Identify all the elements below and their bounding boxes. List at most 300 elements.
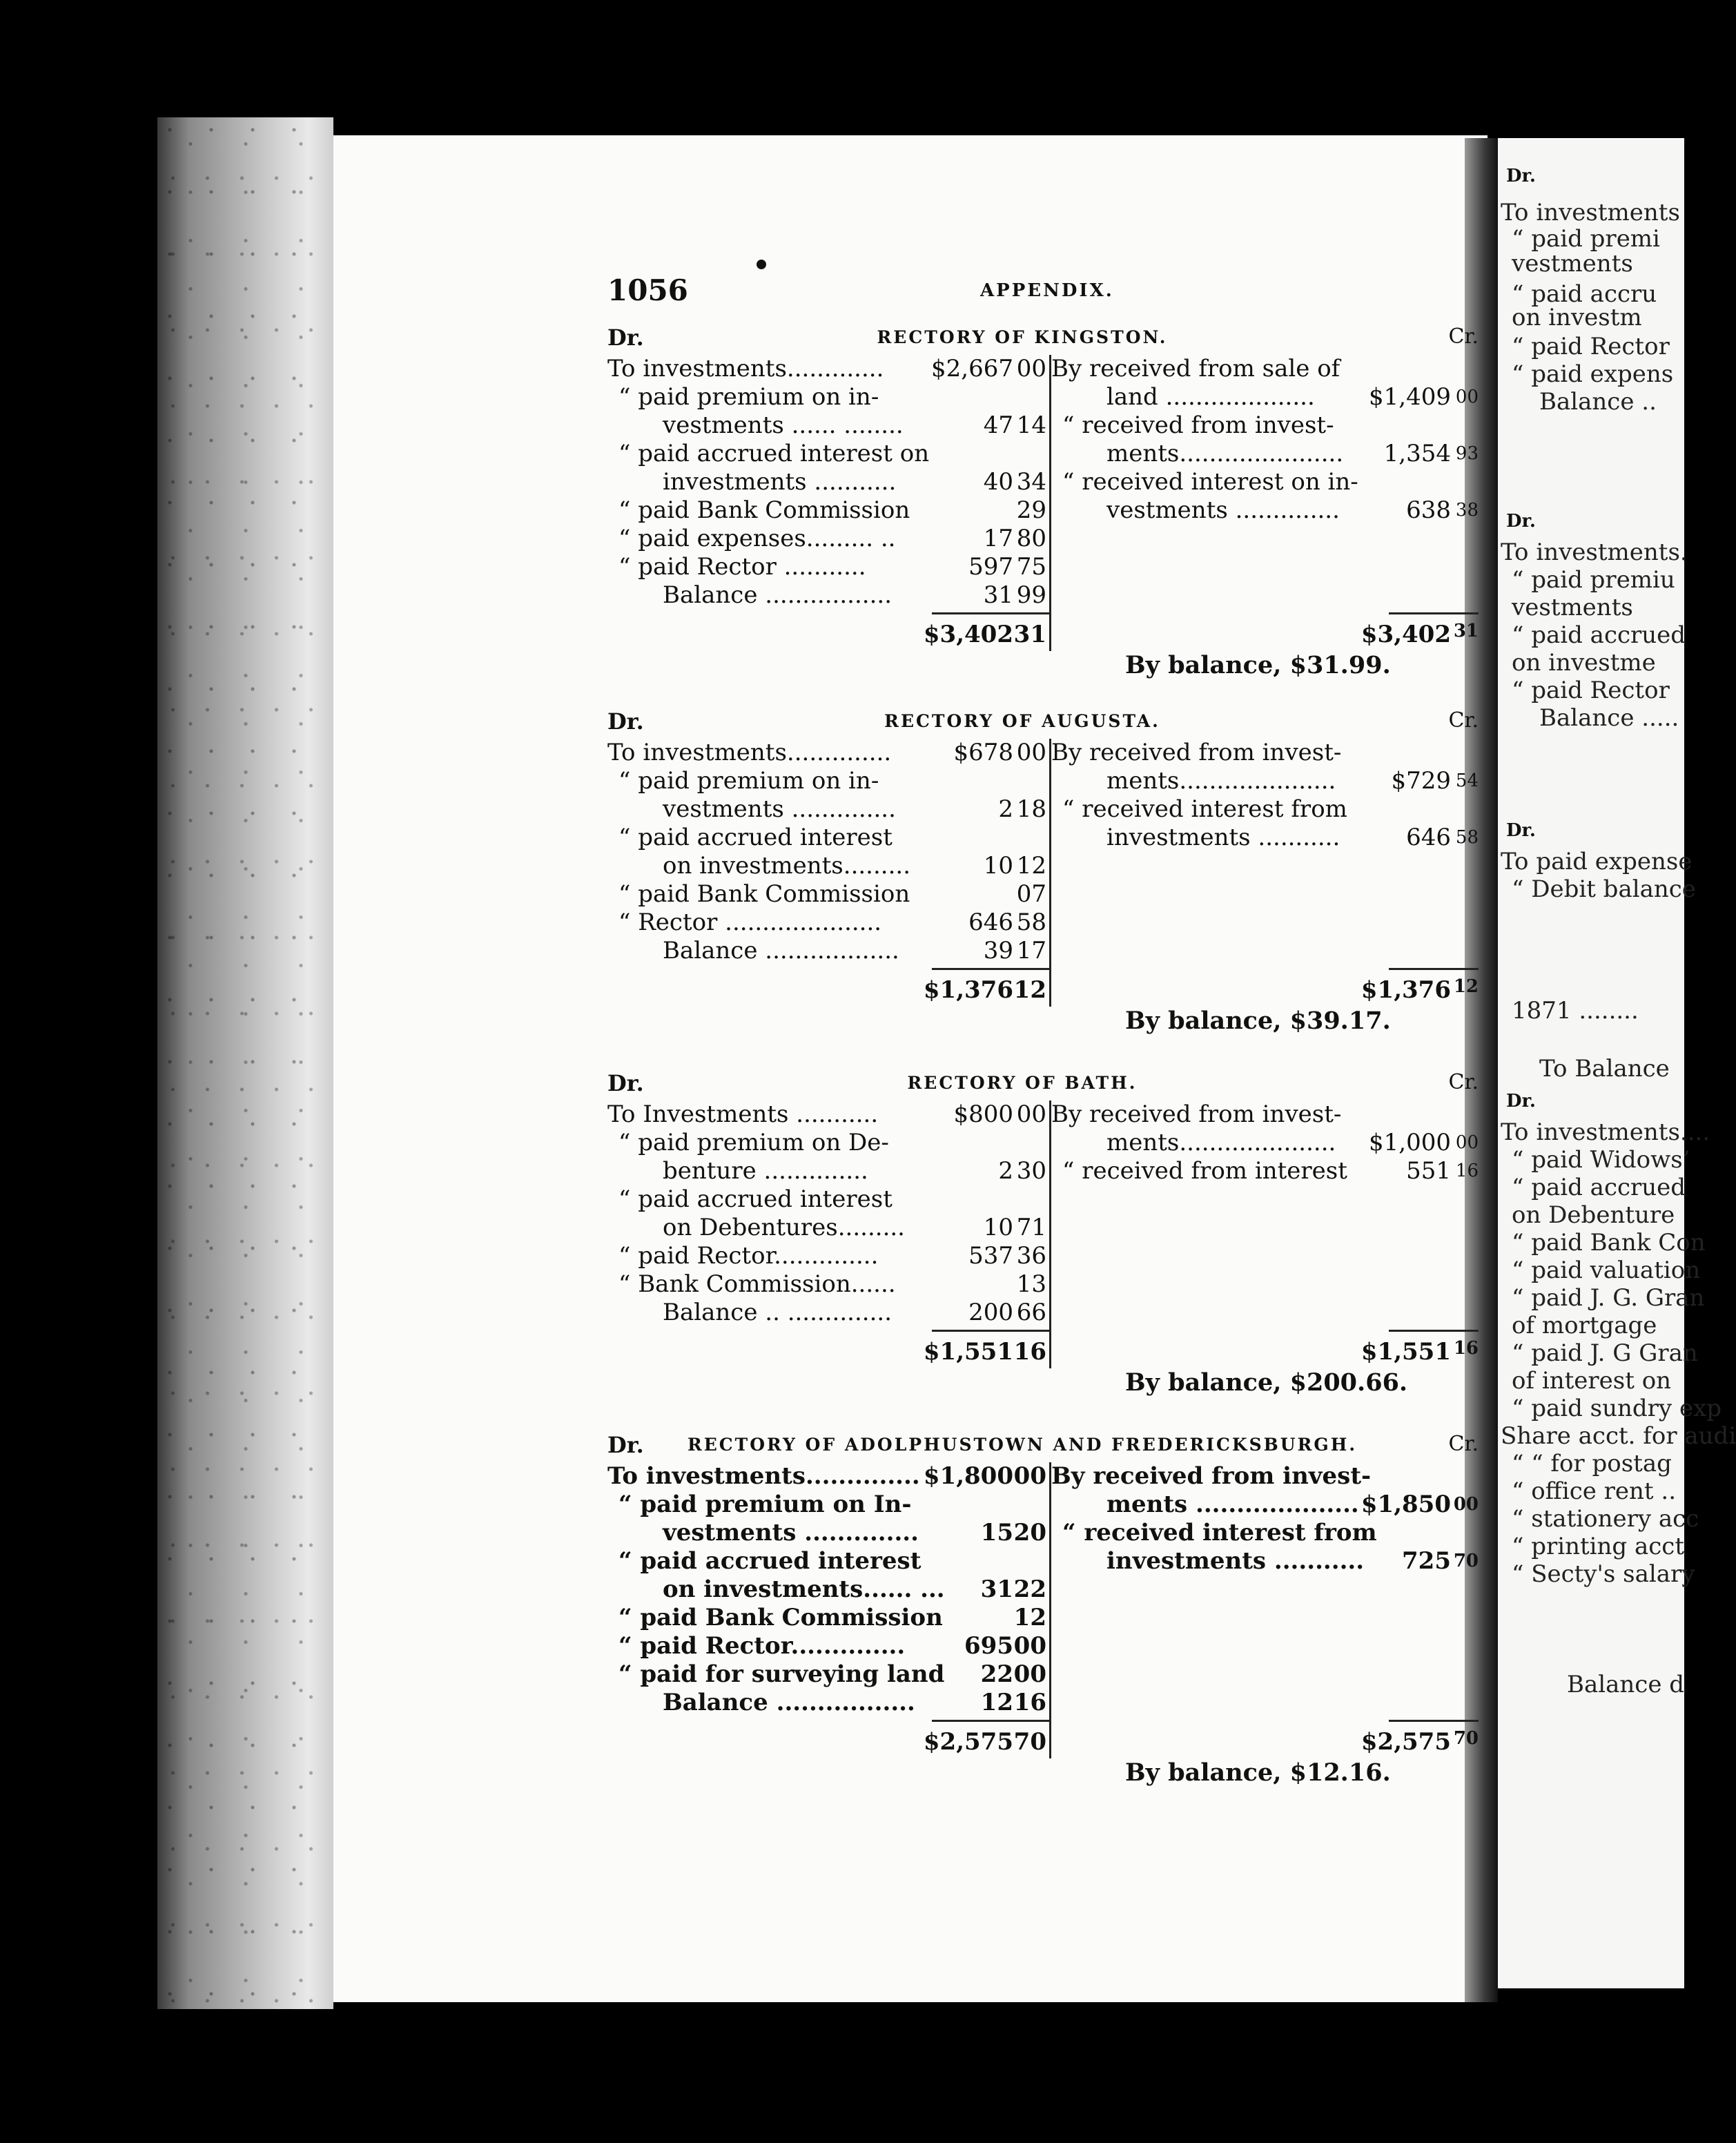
debit-entry	[607, 1242, 1049, 1270]
ledger-account	[607, 1432, 1479, 1794]
credit-entry	[1051, 440, 1479, 468]
entry-label: To investments.............	[607, 355, 884, 382]
facing-entry-fragment: vestments	[1512, 250, 1633, 278]
facing-entry-fragment: “ Debit balance	[1512, 875, 1696, 903]
credit-entry	[1051, 795, 1479, 824]
entry-label: on Debentures.........	[663, 1214, 905, 1241]
entry-dollars: $1,409	[1369, 383, 1451, 411]
entry-dollars: 10	[983, 1214, 1013, 1241]
credit-total	[1051, 1334, 1479, 1368]
debit-entry	[607, 440, 1049, 468]
account-columns	[607, 1100, 1479, 1368]
credit-column	[1051, 355, 1479, 651]
entry-label: investments ...........	[1106, 1547, 1365, 1575]
debit-column	[607, 739, 1049, 1007]
entry-cents: 00	[1016, 355, 1046, 382]
facing-entry-fragment: “ paid valuation	[1512, 1257, 1701, 1284]
credit-marker: Cr.	[1448, 708, 1479, 733]
entry-label: “ Rector .....................	[618, 909, 882, 936]
entry-label: To Investments ...........	[607, 1100, 879, 1128]
page-header	[607, 273, 1477, 308]
ledger-account	[607, 1070, 1479, 1404]
total-rule	[1051, 1327, 1479, 1334]
entry-cents: 80	[1016, 525, 1046, 552]
blank-line	[1051, 1632, 1479, 1660]
debit-marker: Dr.	[607, 708, 644, 735]
entry-label: “ received interest from	[1062, 795, 1347, 823]
entry-label: “ paid accrued interest	[618, 824, 893, 851]
total-cents: 16	[1013, 1338, 1046, 1366]
debit-entry	[607, 1129, 1049, 1157]
facing-entry-fragment: “ paid premi	[1512, 225, 1660, 253]
entry-cents: 38	[1455, 500, 1479, 521]
credit-column	[1051, 1100, 1479, 1368]
blank-line	[1051, 852, 1479, 880]
account-columns	[607, 355, 1479, 651]
facing-entry-fragment: To Balance	[1539, 1055, 1670, 1083]
debit-entry	[607, 1491, 1049, 1519]
entry-dollars: 17	[983, 525, 1013, 552]
credit-entry	[1051, 824, 1479, 852]
entry-dollars: 47	[983, 411, 1013, 439]
credit-marker: Cr.	[1448, 1070, 1479, 1094]
credit-entry	[1051, 739, 1479, 767]
account-title: RECTORY OF ADOLPHUSTOWN AND FREDERICKSBURGH.	[687, 1435, 1358, 1455]
entry-label: “ Bank Commission......	[618, 1270, 896, 1298]
debit-total	[607, 1334, 1049, 1368]
debit-column	[607, 1100, 1049, 1368]
debit-entry	[607, 1157, 1049, 1185]
account-header	[607, 1070, 1479, 1100]
entry-label: “ paid accrued interest	[618, 1547, 921, 1575]
debit-entry	[607, 411, 1049, 440]
facing-entry-fragment: “ stationery acc	[1512, 1505, 1699, 1533]
entry-label: “ paid Rector..............	[618, 1632, 906, 1660]
debit-entry	[607, 1270, 1049, 1299]
total-cents: 70	[1013, 1728, 1046, 1756]
credit-entry	[1051, 1129, 1479, 1157]
debit-entry	[607, 1299, 1049, 1327]
total-cents: 12	[1013, 976, 1046, 1004]
blank-line	[1051, 1299, 1479, 1327]
credit-entry	[1051, 1547, 1479, 1575]
debit-entry	[607, 383, 1049, 411]
blank-line	[1051, 1604, 1479, 1632]
blank-line	[1051, 1575, 1479, 1604]
total-rule	[1051, 1717, 1479, 1724]
entry-dollars: 10	[983, 852, 1013, 880]
debit-entry	[607, 739, 1049, 767]
entry-cents: 34	[1016, 468, 1046, 496]
facing-debit-marker: Dr.	[1506, 1091, 1536, 1112]
entry-label: investments ...........	[1106, 824, 1340, 851]
facing-entry-fragment: “ paid accrued	[1512, 621, 1686, 649]
facing-entry-fragment: of mortgage	[1512, 1312, 1657, 1339]
credit-entry	[1051, 1157, 1479, 1185]
total-rule	[607, 1717, 1049, 1724]
debit-entry	[607, 1660, 1049, 1689]
entry-dollars: 39	[983, 937, 1013, 964]
entry-cents: 00	[1013, 1660, 1046, 1688]
entry-cents: 54	[1455, 770, 1479, 791]
entry-cents: 93	[1455, 443, 1479, 464]
balance-note: By balance, $12.16.	[1125, 1758, 1391, 1787]
credit-column	[1051, 739, 1479, 1007]
blank-line	[1051, 1185, 1479, 1214]
entry-cents: 16	[1013, 1689, 1046, 1716]
entry-cents: 00	[1455, 387, 1479, 407]
account-columns	[607, 739, 1479, 1007]
facing-entry-fragment: “ paid Rector	[1512, 677, 1670, 704]
entry-label: “ paid accrued interest	[618, 1185, 893, 1213]
entry-label: “ paid premium on in-	[618, 767, 879, 795]
entry-label: “ received from interest	[1062, 1157, 1347, 1185]
entry-cents: 00	[1453, 1494, 1479, 1515]
entry-cents: 14	[1016, 411, 1046, 439]
facing-entry-fragment: To paid expense	[1501, 848, 1693, 875]
entry-label: “ paid premium on in-	[618, 383, 879, 411]
facing-entry-fragment: Share acct. for audi	[1501, 1422, 1736, 1450]
entry-dollars: $1,000	[1369, 1129, 1451, 1156]
debit-entry	[607, 1604, 1049, 1632]
entry-cents: 70	[1453, 1551, 1479, 1571]
debit-entry	[607, 1575, 1049, 1604]
total-rule	[607, 965, 1049, 972]
total-cents: 12	[1453, 976, 1479, 997]
debit-entry	[607, 1519, 1049, 1547]
account-title: RECTORY OF BATH.	[907, 1073, 1138, 1093]
debit-entry	[607, 1462, 1049, 1491]
facing-entry-fragment: “ paid premiu	[1512, 566, 1675, 594]
credit-entry	[1051, 411, 1479, 440]
entry-cents: 12	[1016, 852, 1046, 880]
total-rule	[1051, 965, 1479, 972]
debit-entry	[607, 767, 1049, 795]
running-head: APPENDIX.	[980, 280, 1114, 301]
entry-dollars: 22	[980, 1660, 1013, 1688]
entry-cents: 29	[1016, 496, 1046, 524]
facing-entry-fragment: “ paid Rector	[1512, 333, 1670, 360]
entry-cents: 00	[1016, 739, 1046, 766]
facing-entry-fragment: To investments.	[1501, 539, 1688, 566]
debit-entry	[607, 525, 1049, 553]
entry-label: By received from invest-	[1051, 1100, 1342, 1128]
balance-note: By balance, $31.99.	[1125, 651, 1391, 679]
entry-dollars: 31	[983, 581, 1013, 609]
entry-dollars: 1,354	[1383, 440, 1451, 467]
credit-entry	[1051, 767, 1479, 795]
facing-entry-fragment: Balance .....	[1539, 704, 1679, 732]
entry-dollars: 725	[1402, 1547, 1451, 1575]
total-cents: 31	[1453, 621, 1479, 641]
entry-label: vestments ...... ........	[663, 411, 904, 439]
facing-entry-fragment: “ “ for postag	[1512, 1450, 1672, 1477]
debit-entry	[607, 852, 1049, 880]
entry-dollars: $1,800	[923, 1462, 1013, 1490]
ledger-account	[607, 324, 1479, 687]
debit-column	[607, 355, 1049, 651]
total-dollars: $3,402	[923, 621, 1013, 648]
entry-cents: 71	[1016, 1214, 1046, 1241]
total-rule	[607, 1327, 1049, 1334]
total-dollars: $2,575	[1360, 1728, 1451, 1756]
credit-entry	[1051, 1100, 1479, 1129]
debit-entry	[607, 581, 1049, 610]
facing-entry-fragment: vestments	[1512, 594, 1633, 621]
entry-label: ments ....................	[1106, 1491, 1359, 1518]
entry-dollars: 12	[980, 1689, 1013, 1716]
entry-dollars: 695	[964, 1632, 1013, 1660]
entry-label: ments.....................	[1106, 767, 1336, 795]
entry-label: vestments ..............	[663, 795, 896, 823]
facing-entry-fragment: Balance ..	[1539, 388, 1657, 416]
debit-total	[607, 972, 1049, 1007]
credit-entry	[1051, 468, 1479, 496]
entry-cents: 18	[1016, 795, 1046, 823]
blank-line	[1051, 1214, 1479, 1242]
entry-dollars: 31	[980, 1575, 1013, 1603]
debit-entry	[607, 1214, 1049, 1242]
total-rule	[607, 610, 1049, 617]
blank-line	[1051, 525, 1479, 553]
facing-entry-fragment: “ printing acct	[1512, 1533, 1685, 1560]
total-cents: 16	[1453, 1338, 1479, 1359]
entry-cents: 99	[1016, 581, 1046, 609]
entry-cents: 07	[1016, 880, 1046, 908]
debit-entry	[607, 880, 1049, 909]
debit-entry	[607, 355, 1049, 383]
entry-label: “ received interest from	[1062, 1519, 1377, 1546]
entry-label: benture ..............	[663, 1157, 868, 1185]
debit-entry	[607, 553, 1049, 581]
debit-entry	[607, 1100, 1049, 1129]
page-number: 1056	[607, 273, 688, 307]
entry-cents: 20	[1013, 1519, 1046, 1546]
entry-label: Balance ..................	[663, 937, 899, 964]
entry-label: “ paid Bank Commission	[618, 1604, 943, 1631]
entry-label: ments.....................	[1106, 1129, 1336, 1156]
entry-cents: 66	[1016, 1299, 1046, 1326]
entry-dollars: 15	[980, 1519, 1013, 1546]
entry-label: “ paid Bank Commission	[618, 496, 910, 524]
credit-entry	[1051, 1519, 1479, 1547]
balance-note: By balance, $39.17.	[1125, 1007, 1391, 1035]
facing-entry-fragment: “ paid J. G. Gran	[1512, 1284, 1705, 1312]
entry-cents: 00	[1013, 1462, 1046, 1490]
entry-label: “ paid accrued interest on	[618, 440, 930, 467]
facing-entry-fragment: “ paid accrued	[1512, 1174, 1686, 1201]
facing-entry-fragment: 1871 ........	[1512, 997, 1639, 1025]
credit-total	[1051, 972, 1479, 1007]
account-title: RECTORY OF KINGSTON.	[877, 327, 1168, 347]
blank-line	[1051, 937, 1479, 965]
entry-label: By received from sale of	[1051, 355, 1340, 382]
balance-note: By balance, $200.66.	[1125, 1368, 1408, 1397]
entry-cents: 17	[1016, 937, 1046, 964]
debit-entry	[607, 937, 1049, 965]
entry-label: “ paid Bank Commission	[618, 880, 910, 908]
facing-entry-fragment: “ paid sundry exp	[1512, 1395, 1722, 1422]
debit-marker: Dr.	[607, 1070, 644, 1096]
debit-total	[607, 617, 1049, 651]
entry-label: land ....................	[1106, 383, 1315, 411]
entry-label: Balance .................	[663, 1689, 915, 1716]
entry-label: “ paid premium on In-	[618, 1491, 912, 1518]
debit-marker: Dr.	[607, 324, 644, 351]
entry-dollars: 2	[998, 1157, 1013, 1185]
credit-column	[1051, 1462, 1479, 1758]
entry-label: By received from invest-	[1051, 739, 1342, 766]
entry-cents: 30	[1016, 1157, 1046, 1185]
entry-cents: 13	[1016, 1270, 1046, 1298]
entry-label: on investments...... ...	[663, 1575, 945, 1603]
entry-dollars: $1,850	[1360, 1491, 1451, 1518]
account-header	[607, 1432, 1479, 1462]
debit-entry	[607, 824, 1049, 852]
debit-entry	[607, 1689, 1049, 1717]
entry-label: investments ...........	[663, 468, 897, 496]
entry-dollars: 646	[1406, 824, 1451, 851]
credit-entry	[1051, 1462, 1479, 1491]
entry-cents: 00	[1016, 1100, 1046, 1128]
total-cents: 31	[1013, 621, 1046, 648]
blank-line	[1051, 909, 1479, 937]
credit-marker: Cr.	[1448, 324, 1479, 349]
account-title: RECTORY OF AUGUSTA.	[884, 711, 1160, 731]
facing-debit-marker: Dr.	[1506, 511, 1536, 532]
entry-dollars: 646	[968, 909, 1013, 936]
blank-line	[1051, 553, 1479, 581]
debit-entry	[607, 1632, 1049, 1660]
facing-entry-fragment: Balance d	[1567, 1671, 1685, 1698]
total-rule	[1051, 610, 1479, 617]
facing-entry-fragment: on Debenture	[1512, 1201, 1675, 1229]
entry-cents: 12	[1013, 1604, 1046, 1631]
account-header	[607, 708, 1479, 739]
facing-debit-marker: Dr.	[1506, 820, 1536, 841]
entry-dollars: 2	[998, 795, 1013, 823]
debit-entry	[607, 468, 1049, 496]
debit-entry	[607, 795, 1049, 824]
facing-entry-fragment: on investme	[1512, 649, 1656, 677]
entry-cents: 22	[1013, 1575, 1046, 1603]
ledger-account	[607, 708, 1479, 1043]
credit-entry	[1051, 383, 1479, 411]
debit-entry	[607, 1185, 1049, 1214]
total-dollars: $3,402	[1360, 621, 1451, 648]
book-page-edge	[157, 117, 333, 2009]
entry-label: “ paid expenses......... ..	[618, 525, 896, 552]
entry-label: vestments ..............	[1106, 496, 1340, 524]
entry-dollars: 40	[983, 468, 1013, 496]
entry-dollars: $678	[953, 739, 1013, 766]
total-dollars: $2,575	[923, 1728, 1013, 1756]
entry-dollars: 537	[968, 1242, 1013, 1270]
entry-cents: 58	[1016, 909, 1046, 936]
total-dollars: $1,376	[923, 976, 1013, 1004]
entry-label: Balance .. ..............	[663, 1299, 892, 1326]
facing-entry-fragment: “ paid expens	[1512, 360, 1674, 388]
entry-cents: 36	[1016, 1242, 1046, 1270]
debit-entry	[607, 1547, 1049, 1575]
total-dollars: $1,376	[1360, 976, 1451, 1004]
blank-line	[1051, 1242, 1479, 1270]
facing-entry-fragment: of interest on	[1512, 1367, 1672, 1395]
entry-dollars: $2,667	[931, 355, 1013, 382]
facing-entry-fragment: “ paid Widows’	[1512, 1146, 1690, 1174]
blank-line	[1051, 1660, 1479, 1689]
credit-entry	[1051, 1491, 1479, 1519]
entry-label: “ paid premium on De-	[618, 1129, 889, 1156]
entry-label: “ paid for surveying land	[618, 1660, 945, 1688]
entry-dollars: 200	[968, 1299, 1013, 1326]
facing-entry-fragment: “ paid Bank Con	[1512, 1229, 1706, 1257]
facing-debit-marker: Dr.	[1506, 166, 1536, 186]
total-dollars: $1,551	[923, 1338, 1013, 1366]
entry-cents: 00	[1013, 1632, 1046, 1660]
entry-label: ments......................	[1106, 440, 1344, 467]
debit-column	[607, 1462, 1049, 1758]
entry-label: “ received from invest-	[1062, 411, 1334, 439]
credit-entry	[1051, 355, 1479, 383]
account-header	[607, 324, 1479, 355]
debit-marker: Dr.	[607, 1432, 644, 1458]
entry-label: “ paid Rector ...........	[618, 553, 866, 581]
blank-line	[1051, 581, 1479, 610]
blank-line	[1051, 1270, 1479, 1299]
credit-total	[1051, 617, 1479, 651]
total-dollars: $1,551	[1360, 1338, 1451, 1366]
entry-cents: 58	[1455, 827, 1479, 848]
credit-entry	[1051, 496, 1479, 525]
debit-total	[607, 1724, 1049, 1758]
entry-dollars: $800	[953, 1100, 1013, 1128]
entry-label: on investments.........	[663, 852, 911, 880]
entry-label: By received from invest-	[1051, 1462, 1372, 1490]
facing-page-fragment	[1498, 138, 1736, 1988]
account-columns	[607, 1462, 1479, 1758]
blank-line	[1051, 1689, 1479, 1717]
entry-label: To investments..............	[607, 1462, 920, 1490]
credit-total	[1051, 1724, 1479, 1758]
facing-entry-fragment: “ Secty's salary	[1512, 1560, 1695, 1588]
ink-dot	[757, 260, 766, 269]
credit-marker: Cr.	[1448, 1432, 1479, 1456]
entry-label: To investments..............	[607, 739, 892, 766]
entry-dollars: 597	[968, 553, 1013, 581]
entry-dollars: $729	[1391, 767, 1451, 795]
entry-cents: 75	[1016, 553, 1046, 581]
blank-line	[1051, 880, 1479, 909]
facing-entry-fragment: To investments	[1501, 199, 1680, 226]
total-cents: 70	[1453, 1728, 1479, 1749]
facing-entry-fragment: on investm	[1512, 304, 1642, 331]
facing-entry-fragment: “ office rent ..	[1512, 1477, 1677, 1505]
entry-label: “ paid Rector..............	[618, 1242, 879, 1270]
entry-cents: 00	[1455, 1132, 1479, 1153]
entry-label: Balance .................	[663, 581, 892, 609]
debit-entry	[607, 909, 1049, 937]
entry-dollars: 638	[1406, 496, 1451, 524]
facing-entry-fragment: “ paid J. G Gran	[1512, 1339, 1698, 1367]
entry-label: vestments ..............	[663, 1519, 919, 1546]
facing-entry-fragment: “ paid accru	[1512, 280, 1657, 308]
entry-label: “ received interest on in-	[1062, 468, 1358, 496]
entry-cents: 16	[1455, 1161, 1479, 1181]
entry-dollars: 551	[1406, 1157, 1451, 1185]
debit-entry	[607, 496, 1049, 525]
facing-entry-fragment: To investments....	[1501, 1118, 1710, 1146]
